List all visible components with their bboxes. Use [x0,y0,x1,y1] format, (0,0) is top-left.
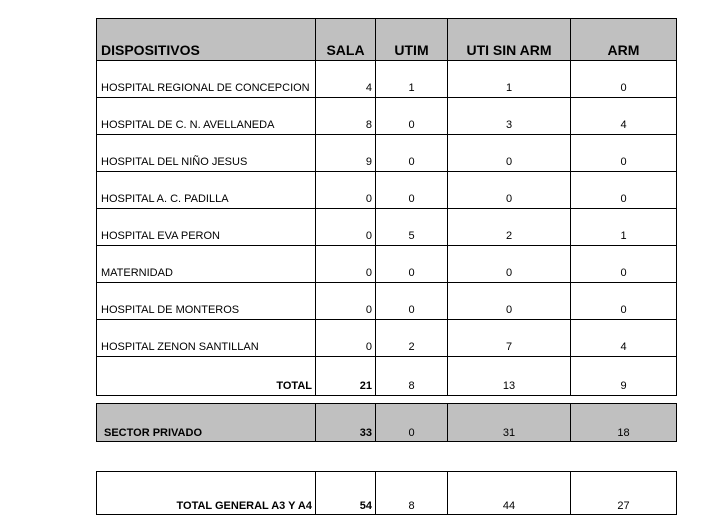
device-name: HOSPITAL ZENON SANTILLAN [97,320,316,357]
uti-sin-arm-value: 0 [448,283,571,320]
utim-value: 0 [376,172,448,209]
general-uti-sin-arm-value: 44 [448,472,571,515]
header-utim: UTIM [376,19,448,61]
general-utim-value: 8 [376,472,448,515]
device-name: HOSPITAL DE MONTEROS [97,283,316,320]
arm-value: 0 [571,172,677,209]
private-sector-table [96,403,677,442]
private-arm-value: 18 [571,404,677,442]
uti-sin-arm-value: 3 [448,98,571,135]
arm-value: 1 [571,209,677,246]
uti-sin-arm-value: 7 [448,320,571,357]
table-row [97,61,677,98]
device-name: HOSPITAL DEL NIÑO JESUS [97,135,316,172]
total-uti-sin-arm-value: 13 [448,357,571,396]
sala-value: 4 [316,61,376,98]
header-dispositivos: DISPOSITIVOS [97,19,316,61]
device-name: HOSPITAL DE C. N. AVELLANEDA [97,98,316,135]
header-sala: SALA [316,19,376,61]
general-total-table [96,471,677,515]
private-utim-value: 0 [376,404,448,442]
utim-value: 2 [376,320,448,357]
sala-value: 9 [316,135,376,172]
utim-value: 0 [376,246,448,283]
general-sala-value: 54 [316,472,376,515]
sala-value: 0 [316,246,376,283]
table-row [97,246,677,283]
uti-sin-arm-value: 1 [448,61,571,98]
uti-sin-arm-value: 2 [448,209,571,246]
total-row [97,357,677,396]
table-row [97,283,677,320]
utim-value: 1 [376,61,448,98]
device-name: HOSPITAL A. C. PADILLA [97,172,316,209]
sala-value: 8 [316,98,376,135]
sala-value: 0 [316,283,376,320]
sala-value: 0 [316,172,376,209]
header-arm: ARM [571,19,677,61]
arm-value: 0 [571,135,677,172]
general-total-row [97,472,677,515]
utim-value: 0 [376,98,448,135]
header-uti-sin-arm: UTI SIN ARM [448,19,571,61]
private-sala-value: 33 [316,404,376,442]
arm-value: 4 [571,320,677,357]
device-name: MATERNIDAD [97,246,316,283]
uti-sin-arm-value: 0 [448,135,571,172]
device-name: HOSPITAL REGIONAL DE CONCEPCION [97,61,316,98]
sala-value: 0 [316,320,376,357]
total-label: TOTAL [97,357,316,396]
arm-value: 0 [571,283,677,320]
utim-value: 0 [376,283,448,320]
uti-sin-arm-value: 0 [448,172,571,209]
total-arm-value: 9 [571,357,677,396]
general-arm-value: 27 [571,472,677,515]
uti-sin-arm-value: 0 [448,246,571,283]
total-sala-value: 21 [316,357,376,396]
arm-value: 4 [571,98,677,135]
private-sector-label: SECTOR PRIVADO [97,404,316,442]
devices-table [96,18,677,396]
table-row [97,209,677,246]
private-sector-row [97,404,677,442]
arm-value: 0 [571,61,677,98]
arm-value: 0 [571,246,677,283]
table-header-row [97,19,677,61]
table-row [97,98,677,135]
device-name: HOSPITAL EVA PERON [97,209,316,246]
utim-value: 0 [376,135,448,172]
private-uti-sin-arm-value: 31 [448,404,571,442]
table-row [97,172,677,209]
table-row [97,135,677,172]
table-row [97,320,677,357]
general-total-label: TOTAL GENERAL A3 Y A4 [97,472,316,515]
utim-value: 5 [376,209,448,246]
sala-value: 0 [316,209,376,246]
total-utim-value: 8 [376,357,448,396]
